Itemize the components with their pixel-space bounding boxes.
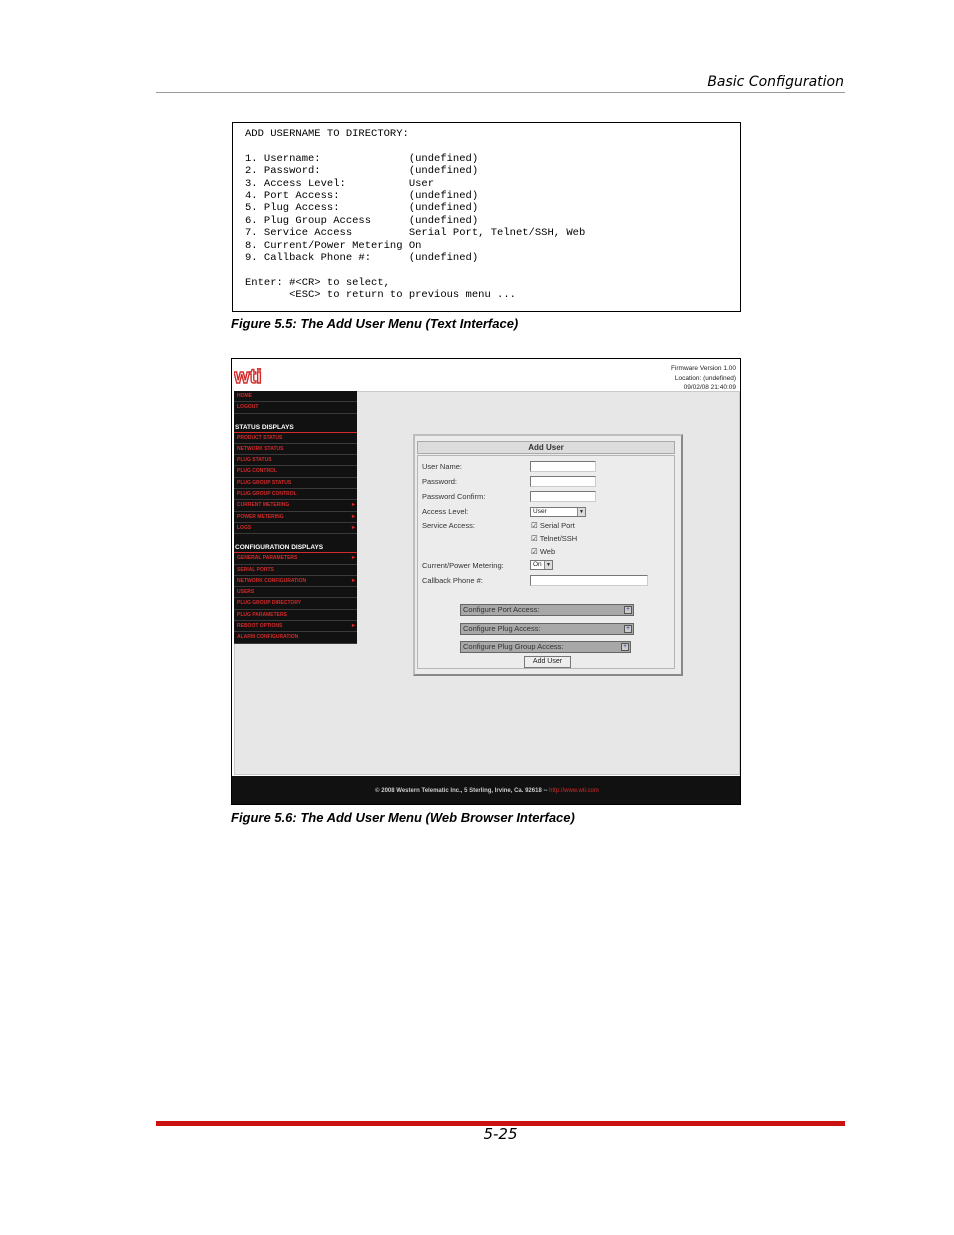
access-level-select[interactable] <box>530 507 586 517</box>
sidebar-item-label: PLUG GROUP CONTROL <box>237 491 297 498</box>
sidebar-item-label: GENERAL PARAMETERS <box>237 555 298 562</box>
sidebar-item-logout[interactable]: LOGOUT <box>234 402 357 413</box>
terminal-line: 4. Port Access: (undefined) <box>245 189 479 202</box>
chevron-right-icon: ▸ <box>351 555 355 562</box>
add-user-form <box>417 455 675 669</box>
terminal-line: 1. Username: (undefined) <box>245 152 479 165</box>
sidebar-item-network-configuration[interactable] <box>234 576 357 587</box>
chevron-down-icon: ▼ <box>577 508 585 516</box>
terminal-line: 5. Plug Access: (undefined) <box>245 202 479 215</box>
callback-phone-input[interactable] <box>530 575 648 586</box>
copyright-text: © 2008 Western Telematic Inc., 5 Sterling, Irvine, Ca. 92618 -- <box>375 788 548 794</box>
sidebar-item-label: PLUG GROUP DIRECTORY <box>237 600 302 607</box>
sidebar-item-network-status[interactable] <box>234 444 357 455</box>
sidebar-item-plug-status[interactable] <box>234 455 357 466</box>
sidebar-item-label: ALARM CONFIGURATION <box>237 634 299 641</box>
serial-port-checkbox[interactable] <box>531 521 575 530</box>
chevron-right-icon: ▸ <box>351 623 355 630</box>
header-divider <box>156 92 845 93</box>
terminal-line: 6. Plug Group Access (undefined) <box>245 214 479 227</box>
sidebar-item-alarm-configuration[interactable] <box>234 632 357 643</box>
wti-website-link[interactable]: http://www.wti.com <box>549 788 599 794</box>
terminal-line <box>245 264 740 276</box>
add-user-button[interactable]: Add User <box>524 656 571 668</box>
access-level-value: User <box>533 508 547 515</box>
checkbox-label: Web <box>539 547 556 556</box>
password-label: Password: <box>422 477 458 486</box>
date-time: 09/02/08 21:40:09 <box>683 384 736 391</box>
panel-title: Add User <box>417 441 675 454</box>
terminal-line: ADD USERNAME TO DIRECTORY: <box>245 128 409 140</box>
sidebar-item-label: LOGS <box>237 524 252 531</box>
sidebar-item-logs[interactable] <box>234 523 357 534</box>
metering-select[interactable] <box>530 560 553 570</box>
sidebar-item-label: PLUG CONTROL <box>237 468 277 475</box>
password-confirm-input[interactable] <box>530 491 596 502</box>
checkbox-checked-icon: ☑ <box>531 521 538 530</box>
metering-label: Current/Power Metering: <box>422 561 504 570</box>
sidebar-item-plug-parameters[interactable] <box>234 610 357 621</box>
sidebar-item-label: NETWORK STATUS <box>237 445 284 452</box>
sidebar-item-plug-group-status[interactable] <box>234 478 357 489</box>
svg-text:wti: wti <box>234 368 262 386</box>
chevron-right-icon: ▸ <box>351 577 355 584</box>
sidebar-item-product-status[interactable] <box>234 433 357 444</box>
sidebar-heading-config: CONFIGURATION DISPLAYS <box>234 540 357 553</box>
terminal-line: 7. Service Access Serial Port, Telnet/SSH, Web <box>245 227 586 240</box>
metering-value: On <box>533 561 542 568</box>
sidebar-nav <box>234 391 357 644</box>
chevron-right-icon: ▸ <box>351 502 355 509</box>
terminal-line <box>245 140 740 152</box>
firmware-version: Firmware Version 1.00 <box>670 365 736 372</box>
page-number: 5-25 <box>483 1125 518 1143</box>
plus-icon: + <box>622 643 628 650</box>
access-level-label: Access Level: <box>422 507 469 516</box>
section-title: Basic Configuration <box>707 74 844 90</box>
user-name-label: User Name: <box>422 462 463 471</box>
sidebar-item-serial-ports[interactable] <box>234 565 357 576</box>
terminal-line: 3. Access Level: User <box>245 177 435 190</box>
sidebar-item-label: PLUG GROUP STATUS <box>237 479 292 486</box>
web-footer <box>232 776 741 805</box>
telnet-ssh-checkbox[interactable] <box>531 534 577 543</box>
sidebar-item-users[interactable] <box>234 587 357 598</box>
terminal-line: 9. Callback Phone #: (undefined) <box>245 251 479 264</box>
sidebar-item-label: USERS <box>237 589 255 596</box>
configure-plug-access-label: Configure Plug Access: <box>463 624 541 633</box>
figure-caption-web-interface: Figure 5.6: The Add User Menu (Web Browser Interface) <box>231 810 575 825</box>
sidebar-item-current-metering[interactable] <box>234 500 357 511</box>
sidebar-item-general-parameters[interactable] <box>234 553 357 564</box>
wti-logo-icon <box>234 368 284 386</box>
sidebar-item-label: PRODUCT STATUS <box>237 434 283 441</box>
chevron-right-icon: ▸ <box>351 513 355 520</box>
sidebar-item-label: NETWORK CONFIGURATION <box>237 577 307 584</box>
terminal-line: <ESC> to return to previous menu ... <box>245 289 516 302</box>
sidebar-item-label: POWER METERING <box>237 513 284 520</box>
add-user-panel <box>413 434 683 676</box>
checkbox-label: Serial Port <box>539 521 575 530</box>
terminal-line: 8. Current/Power Metering On <box>245 239 422 252</box>
sidebar-heading-status: STATUS DISPLAYS <box>234 420 357 433</box>
chevron-down-icon: ▼ <box>544 561 552 569</box>
firmware-info <box>671 364 736 393</box>
location-label: Location: (undefined) <box>674 374 736 382</box>
sidebar-item-label: PLUG STATUS <box>237 457 272 464</box>
sidebar-item-plug-group-directory[interactable] <box>234 598 357 609</box>
password-confirm-label: Password Confirm: <box>422 492 486 501</box>
service-access-label: Service Access: <box>422 521 475 530</box>
configure-plug-group-access-button[interactable] <box>460 641 631 653</box>
terminal-line: 2. Password: (undefined) <box>245 165 479 178</box>
sidebar-item-reboot-options[interactable] <box>234 621 357 632</box>
checkbox-label: Telnet/SSH <box>539 534 578 543</box>
user-name-input[interactable] <box>530 461 596 472</box>
sidebar-item-power-metering[interactable] <box>234 512 357 523</box>
sidebar-item-home[interactable]: HOME <box>234 391 357 402</box>
wti-logo <box>234 368 284 390</box>
figure-caption-text-interface: Figure 5.5: The Add User Menu (Text Interface) <box>231 316 519 331</box>
web-interface-screenshot <box>231 358 741 805</box>
callback-phone-label: Callback Phone #: <box>422 576 483 585</box>
configure-port-access-button[interactable] <box>460 604 634 616</box>
configure-port-access-label: Configure Port Access: <box>463 605 540 614</box>
terminal-line: Enter: #<CR> to select, <box>245 276 390 289</box>
configure-plug-access-button[interactable] <box>460 623 634 635</box>
configure-plug-group-access-label: Configure Plug Group Access: <box>463 642 564 651</box>
text-interface-screen <box>232 122 741 312</box>
sidebar-item-label: PLUG PARAMETERS <box>237 611 287 618</box>
plus-icon: + <box>625 606 631 613</box>
chevron-right-icon: ▸ <box>351 524 355 531</box>
sidebar-item-plug-control[interactable] <box>234 466 357 477</box>
sidebar-item-plug-group-control[interactable] <box>234 489 357 500</box>
password-input[interactable] <box>530 476 596 487</box>
web-checkbox[interactable] <box>531 547 555 556</box>
sidebar-item-label: CURRENT METERING <box>237 502 290 509</box>
plus-icon: + <box>625 625 631 632</box>
sidebar-item-label: REBOOT OPTIONS <box>237 623 283 630</box>
checkbox-checked-icon: ☑ <box>531 547 538 556</box>
checkbox-checked-icon: ☑ <box>531 534 538 543</box>
sidebar-item-label: SERIAL PORTS <box>237 566 274 573</box>
